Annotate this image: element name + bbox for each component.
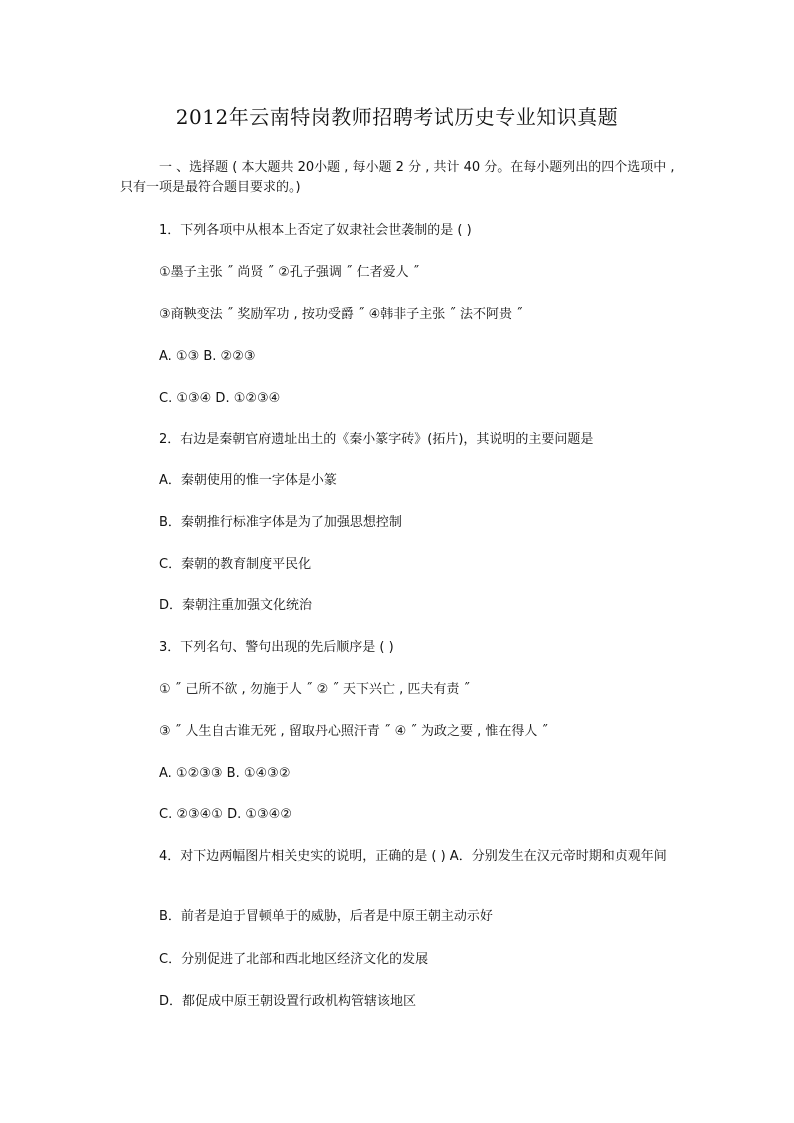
question-2-stem: 2．右边是秦朝官府遗址出土的《秦小篆字砖》(拓片)，其说明的主要问题是 xyxy=(159,432,594,447)
question-2-option-d: D．秦朝注重加强文化统治 xyxy=(159,598,313,613)
question-1-line: ③商鞅变法 ˝ 奖励军功 , 按功受爵 ˝ ④韩非子主张 ˝ 法不阿贵 ˝ xyxy=(159,307,523,322)
question-3-stem: 3．下列名句、警句出现的先后顺序是 ( ) xyxy=(159,640,394,655)
question-3-line: ③ ˝ 人生自古谁无死 , 留取丹心照汗青 ˝ ④ ˝ 为政之要 , 惟在得人 ˝ xyxy=(159,724,549,739)
question-1-options: A. ①③ B. ②②③ xyxy=(159,349,256,364)
question-2-option-b: B．秦朝推行标准字体是为了加强思想控制 xyxy=(159,515,402,530)
question-4-stem: 4．对下边两幅图片相关史实的说明，正确的是 ( ) A．分别发生在汉元帝时期和贞观年间 xyxy=(159,849,667,864)
question-2-option-c: C．秦朝的教育制度平民化 xyxy=(159,557,312,572)
question-3-options: A. ①②③③ B. ①④③② xyxy=(159,766,291,781)
question-2-option-a: A．秦朝使用的惟一字体是小篆 xyxy=(159,473,337,488)
question-1-options: C. ①③④ D. ①②③④ xyxy=(159,391,281,406)
question-1-stem: 1．下列各项中从根本上否定了奴隶社会世袭制的是 ( ) xyxy=(159,223,472,238)
question-4-option-b: B．前者是迫于冒顿单于的威胁，后者是中原王朝主动示好 xyxy=(159,909,493,924)
question-1-line: ①墨子主张 ˝ 尚贤 ˝ ②孔子强调 ˝ 仁者爱人 ˝ xyxy=(159,265,420,280)
question-3-options: C. ②③④① D. ①③④② xyxy=(159,807,292,822)
section-heading: 一 、选择题 ( 本大题共 20小题 , 每小题 2 分 , 共计 40 分。在每小题列出的四个选项中 , 只有一项是最符合题目要求的。) xyxy=(120,160,675,195)
question-3-line: ① ˝ 己所不欲 , 勿施于人 ˝ ② ˝ 天下兴亡 , 匹夫有责 ˝ xyxy=(159,682,471,697)
document-title: 2012年云南特岗教师招聘考试历史专业知识真题 xyxy=(175,105,619,129)
question-4-option-d: D．都促成中原王朝设置行政机构管辖该地区 xyxy=(159,994,417,1009)
question-4-option-c: C．分别促进了北部和西北地区经济文化的发展 xyxy=(159,952,429,967)
